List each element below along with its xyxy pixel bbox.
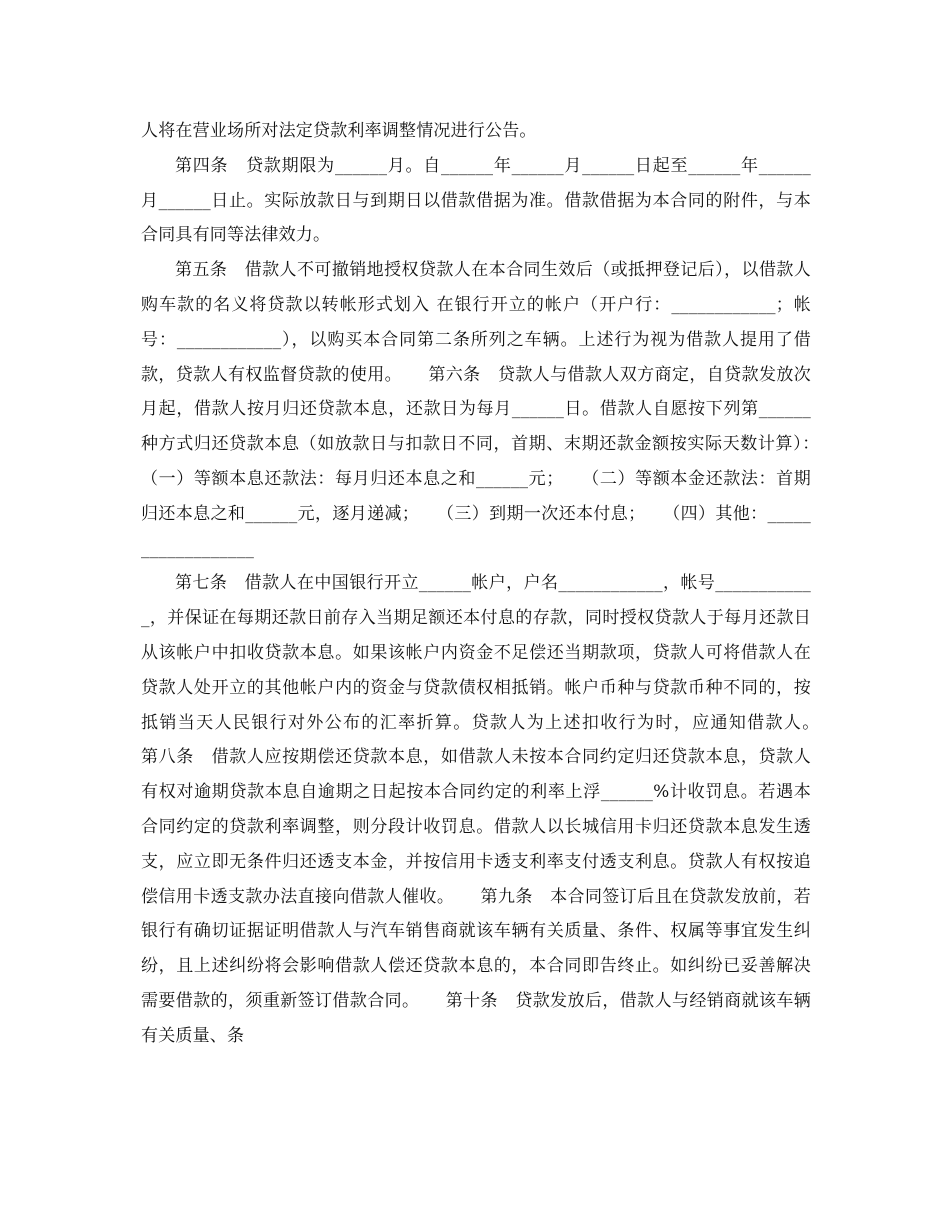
paragraph-article-7-10: 第七条 借款人在中国银行开立______帐户，户名____________，帐号____________，并保证在每期还款日前存入当期足额还本付息的存款，同时授权贷款人于每月还款日从该帐户中扣收贷款本息。如果该帐户内资金不足偿还当期款项，贷款人可将借款人在贷款人处开立的其他帐户内的资金与贷款债权相抵销。帐户币种与贷款币种不同的，按抵销当天人民银行对外公布的汇率折算。贷款人为上述扣收行为时，应通知借款人。 第八条 借款人应按期偿还贷款本息，如借款人未按本合同约定归还贷款本息，贷款人有权对逾期贷款本息自逾期之日起按本合同约定的利率上浮______%计收罚息。若遇本合同约定的贷款利率调整，则分段计收罚息。借款人以长城信用卡归还贷款本息发生透支，应立即无条件归还透支本金，并按信用卡透支利率支付透支利息。贷款人有权按追偿信用卡透支款办法直接向借款人催收。 第九条 本合同签订后且在贷款发放前，若银行有确切证据证明借款人与汽车销售商就该车辆有关质量、条件、权属等事宜发生纠纷，且上述纠纷将会影响借款人偿还贷款本息的，本合同即告终止。如纠纷已妥善解决需要借款的，须重新签订借款合同。 第十条 贷款发放后，借款人与经销商就该车辆有关质量、条 <box>141 573 846 1046</box>
paragraph-article-5-6: 第五条 借款人不可撤销地授权贷款人在本合同生效后（或抵押登记后），以借款人购车款的名义将贷款以转帐形式划入 在银行开立的帐户（开户行：____________；帐号：____________），以购买本合同第二条所列之车辆。上述行为视为借款人提用了借款，贷款人有权监督贷款的使用。 第六条 贷款人与借款人双方商定，自贷款发放次月起，借款人按月归还贷款本息，还款日为每月______日。借款人自愿按下列第______种方式归还贷款本息（如放款日与扣款日不同，首期、末期还款金额按实际天数计算）： （一）等额本息还款法：每月归还本息之和______元； （二）等额本金还款法：首期归还本息之和______元，逐月递减； （三）到期一次还本付息； （四）其他：__________________ <box>141 260 846 559</box>
document-body <box>141 114 846 1054</box>
paragraph-continuation: 人将在营业场所对法定贷款利率调整情况进行公告。 <box>141 121 537 141</box>
paragraph-article-4: 第四条 贷款期限为______月。自______年______月______日起至______年______月______日止。实际放款日与到期日以借款借据为准。借款借据为本合同的附件，与本合同具有同等法律效力。 <box>141 155 811 246</box>
